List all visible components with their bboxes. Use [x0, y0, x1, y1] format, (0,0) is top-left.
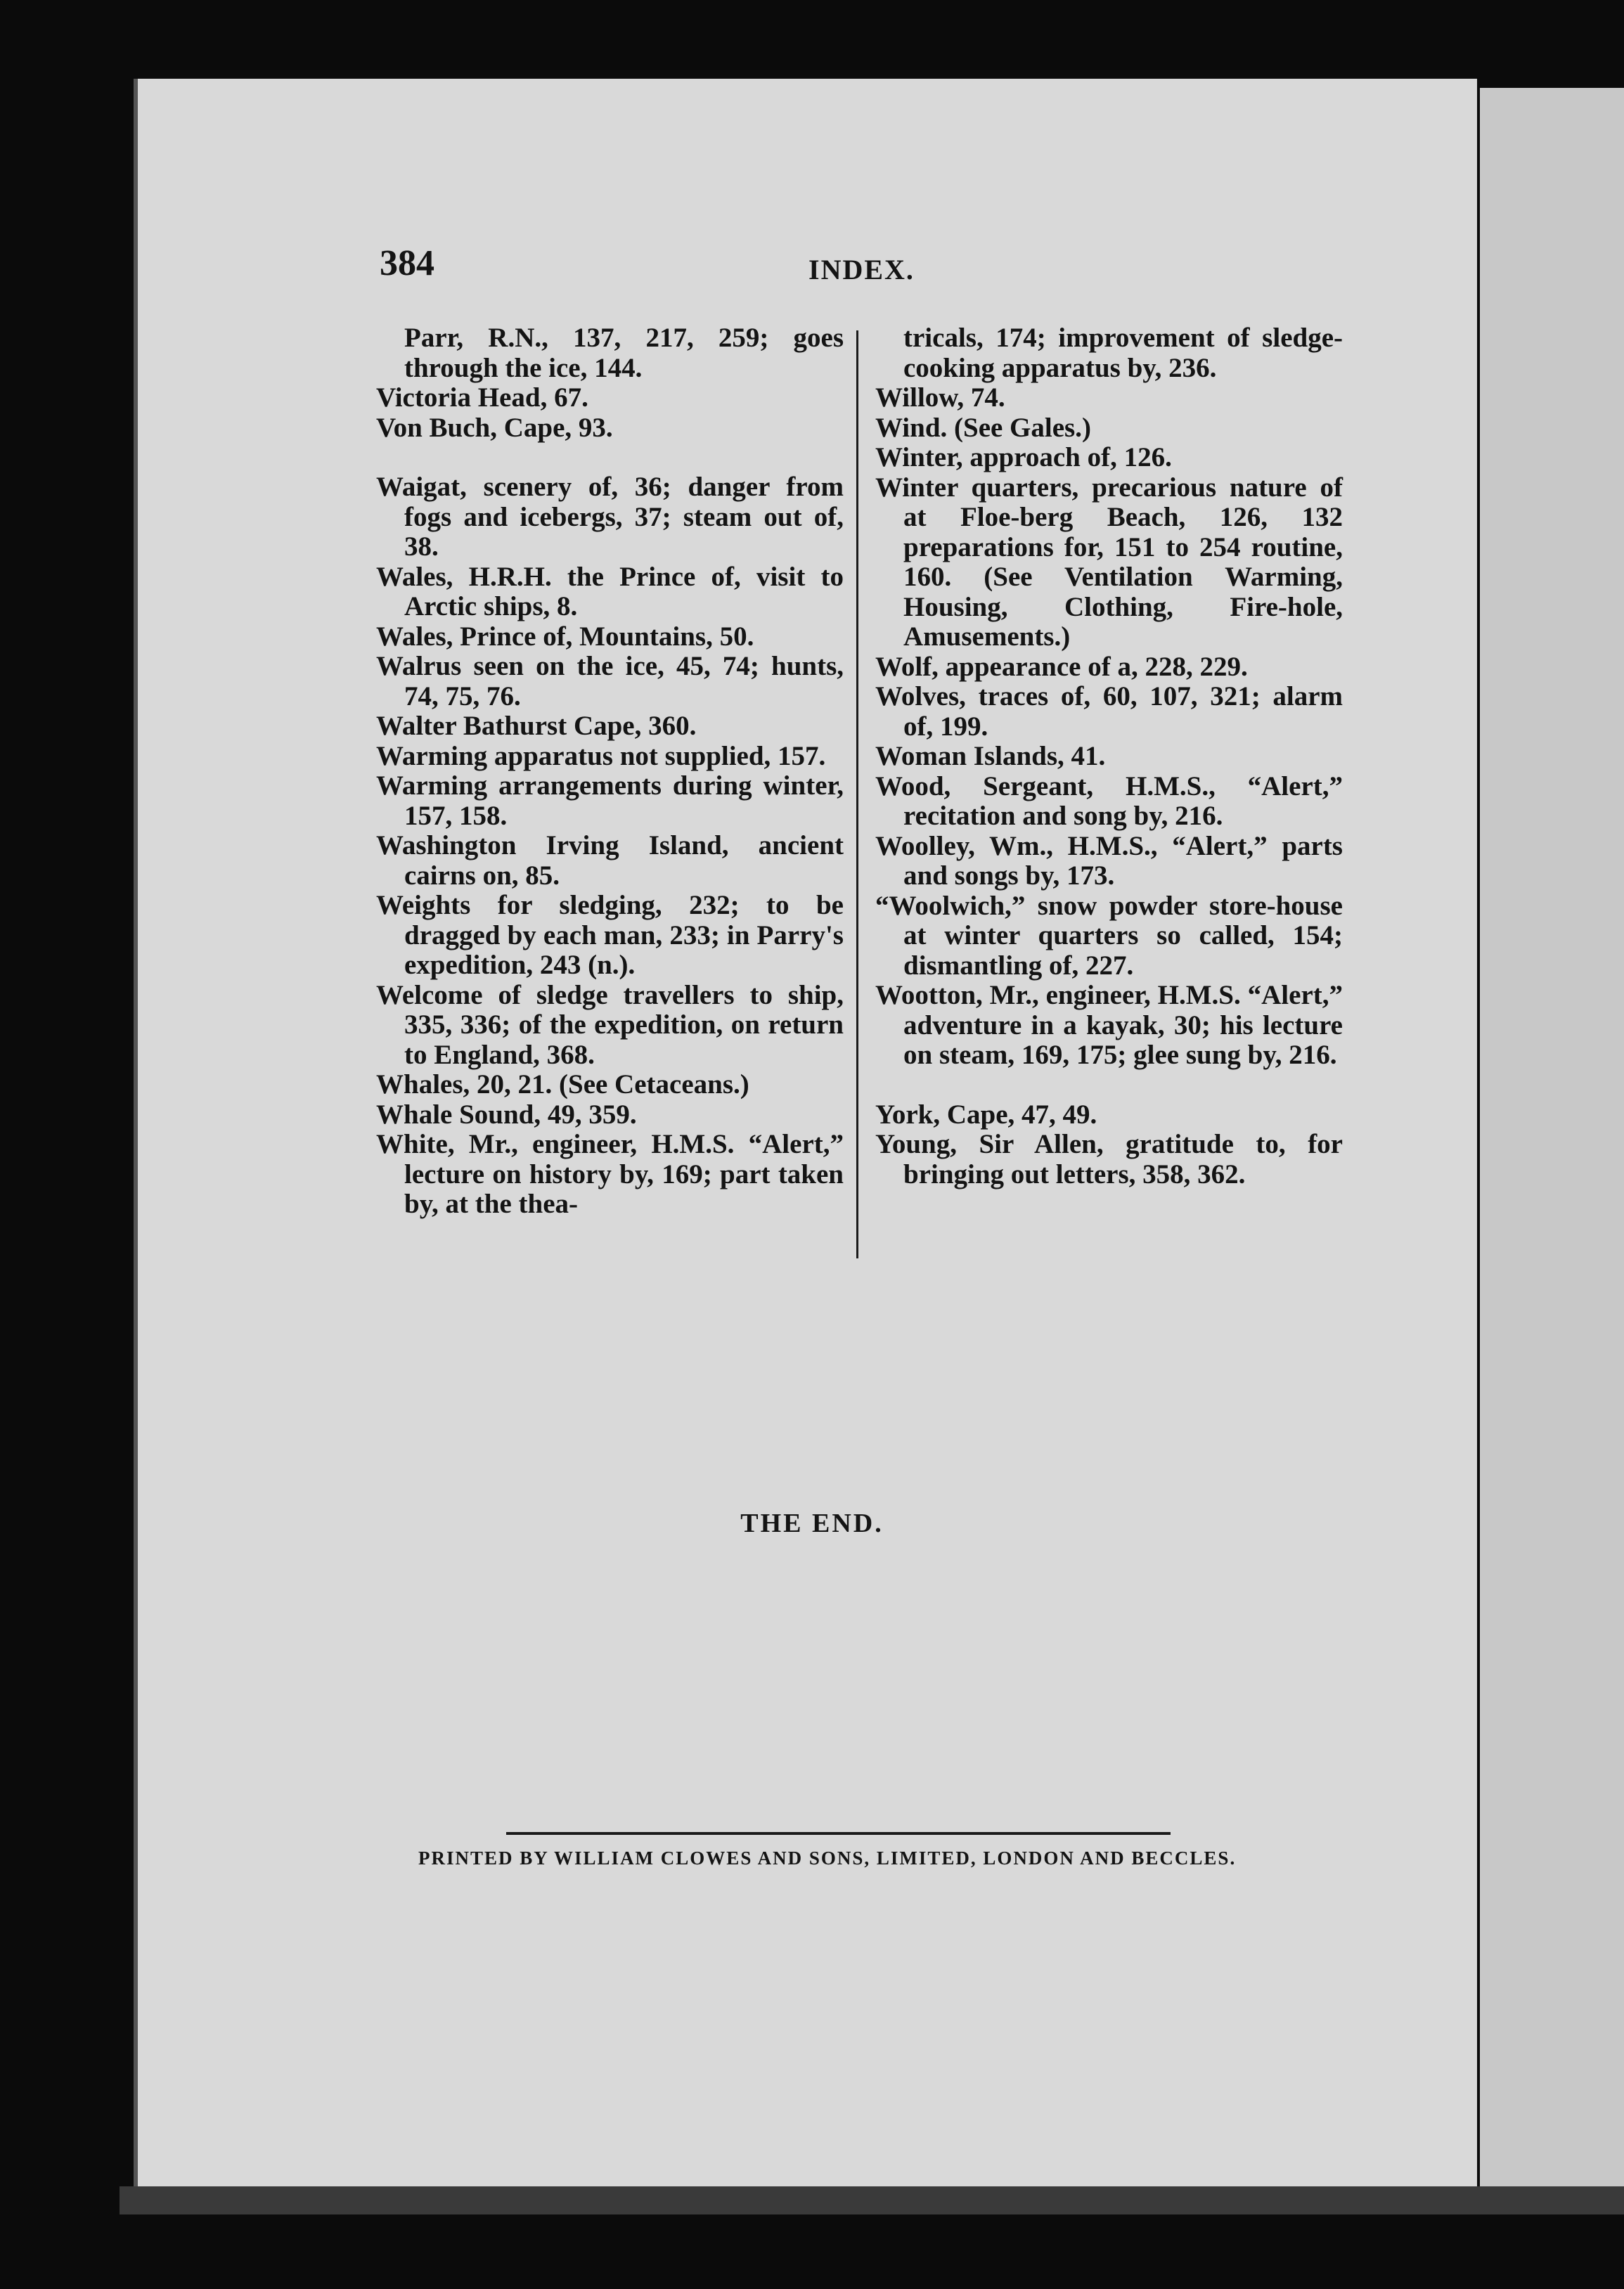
index-entry: Winter quarters, precarious nature of at Floe-berg Beach, 126, 132 preparations for, 151 to 254 routine, 160. (See Ventilation Warming, Housing, Clothing, Fire-hole, Amusements.): [875, 472, 1343, 652]
index-entry: Waigat, scenery of, 36; danger from fogs and icebergs, 37; steam out of, 38.: [376, 472, 844, 562]
index-column-right: [875, 323, 1343, 1189]
adjacent-page-edge: [1480, 88, 1624, 2197]
page-bottom-shadow: [120, 2186, 1624, 2214]
index-entry: Weights for sledging, 232; to be dragged by each man, 233; in Parry's expedition, 243 (n.).: [376, 890, 844, 980]
index-entry: Woman Islands, 41.: [875, 741, 1106, 771]
index-entry: Welcome of sledge travellers to ship, 335, 336; of the expedition, on return to England, 368.: [376, 979, 844, 1070]
index-entry: Washington Irving Island, ancient cairns on, 85.: [376, 830, 844, 891]
index-entry: Willow, 74.: [875, 382, 1005, 413]
index-entry: Wales, H.R.H. the Prince of, visit to Arctic ships, 8.: [376, 561, 844, 621]
index-entry: Wood, Sergeant, H.M.S., “Alert,” recitation and song by, 216.: [875, 770, 1343, 831]
index-entry: Walter Bathurst Cape, 360.: [376, 711, 697, 741]
index-entry: Young, Sir Allen, gratitude to, for bringing out letters, 358, 362.: [875, 1129, 1343, 1189]
column-divider: [856, 330, 858, 1258]
index-entry-continuation: tricals, 174; improvement of sledge-cooking apparatus by, 236.: [903, 323, 1343, 383]
running-head: INDEX.: [808, 254, 915, 285]
index-entry: Whales, 20, 21. (See Cetaceans.): [376, 1069, 749, 1100]
index-entry: Woolley, Wm., H.M.S., “Alert,” parts and songs by, 173.: [875, 830, 1343, 891]
section-gap: [376, 443, 844, 472]
index-entry: White, Mr., engineer, H.M.S. “Alert,” lecture on history by, 169; part taken by, at the thea-: [376, 1129, 844, 1219]
footer-rule: [506, 1832, 1171, 1835]
index-entry-continuation: Parr, R.N., 137, 217, 259; goes through the ice, 144.: [404, 323, 844, 383]
index-entry: Wales, Prince of, Mountains, 50.: [376, 621, 754, 652]
index-entry: Warming apparatus not supplied, 157.: [376, 740, 826, 771]
index-entry: Wootton, Mr., engineer, H.M.S. “Alert,” adventure in a kayak, 30; his lecture on steam, 169, 175; glee sung by, 216.: [875, 980, 1343, 1070]
index-entry: Wind. (See Gales.): [875, 412, 1091, 443]
index-entry: Wolves, traces of, 60, 107, 321; alarm of, 199.: [875, 681, 1343, 742]
index-column-left: [376, 323, 844, 1220]
printer-imprint: PRINTED BY WILLIAM CLOWES AND SONS, LIMITED, LONDON AND BECCLES.: [418, 1848, 1237, 1869]
index-entry: Von Buch, Cape, 93.: [376, 412, 613, 443]
index-entry: Warming arrangements during winter, 157, 158.: [376, 770, 844, 831]
index-entry: Walrus seen on the ice, 45, 74; hunts, 74, 75, 76.: [376, 651, 844, 711]
section-gap: [875, 1071, 1343, 1100]
index-entry: Winter, approach of, 126.: [875, 442, 1172, 472]
index-entry: “Woolwich,” snow powder store-house at winter quarters so called, 154; dismantling of, 227.: [875, 890, 1343, 981]
page-number: 384: [380, 243, 434, 283]
index-entry: Victoria Head, 67.: [376, 382, 588, 413]
index-entry: York, Cape, 47, 49.: [875, 1099, 1097, 1130]
index-entry: Wolf, appearance of a, 228, 229.: [875, 651, 1248, 682]
the-end-heading: THE END.: [740, 1509, 884, 1538]
index-entry: Whale Sound, 49, 359.: [376, 1099, 637, 1130]
